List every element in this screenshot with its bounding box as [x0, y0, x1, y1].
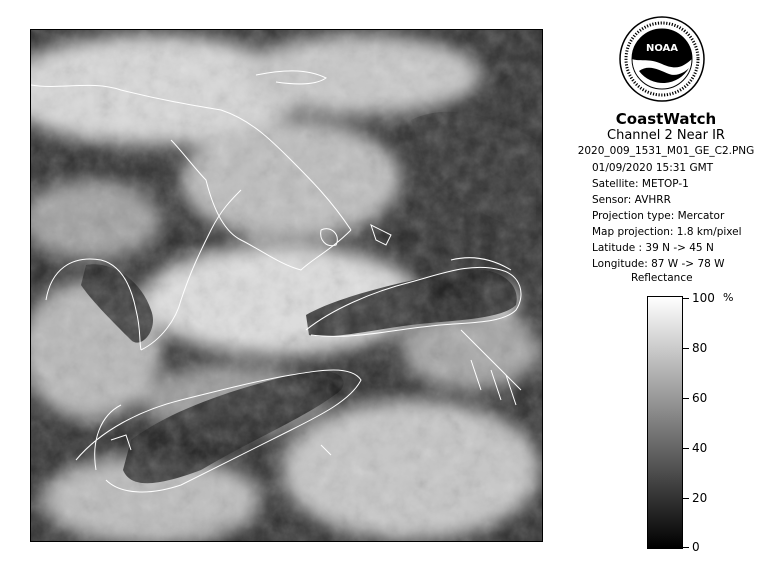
colorbar-tick — [683, 498, 689, 499]
noaa-emblem-icon — [619, 16, 705, 102]
sensor-text: Sensor: AVHRR — [592, 194, 671, 206]
colorbar-label-100: 100 — [692, 291, 715, 305]
colorbar-label-60: 60 — [692, 391, 708, 405]
latitude-text: Latitude : 39 N -> 45 N — [592, 242, 714, 254]
satellite-text: Satellite: METOP-1 — [592, 178, 689, 190]
colorbar-tick — [683, 348, 689, 349]
colorbar-label-0: 0 — [692, 540, 700, 554]
brand-title: CoastWatch — [615, 110, 717, 128]
noaa-logo — [619, 16, 705, 102]
colorbar-label-20: 20 — [692, 491, 708, 505]
colorbar-label-80: 80 — [692, 341, 708, 355]
datetime-text: 01/09/2020 15:31 GMT — [592, 162, 714, 174]
legend-unit: % — [723, 291, 734, 304]
svg-text:NOAA: NOAA — [645, 43, 679, 54]
colorbar-label-40: 40 — [692, 441, 708, 455]
colorbar-tick — [683, 448, 689, 449]
colorbar-tick — [683, 298, 689, 299]
satellite-image — [30, 29, 543, 542]
reflectance-colorbar — [647, 296, 683, 549]
satellite-imagery-svg — [31, 30, 542, 541]
legend-title: Reflectance — [631, 272, 693, 284]
map-projection-text: Map projection: 1.8 km/pixel — [592, 226, 742, 238]
colorbar-tick — [683, 398, 689, 399]
channel-label: Channel 2 Near IR — [607, 128, 725, 143]
file-name: 2020_009_1531_M01_GE_C2.PNG — [577, 145, 755, 157]
projection-type-text: Projection type: Mercator — [592, 210, 725, 222]
colorbar-tick — [683, 547, 689, 548]
longitude-text: Longitude: 87 W -> 78 W — [592, 258, 725, 270]
